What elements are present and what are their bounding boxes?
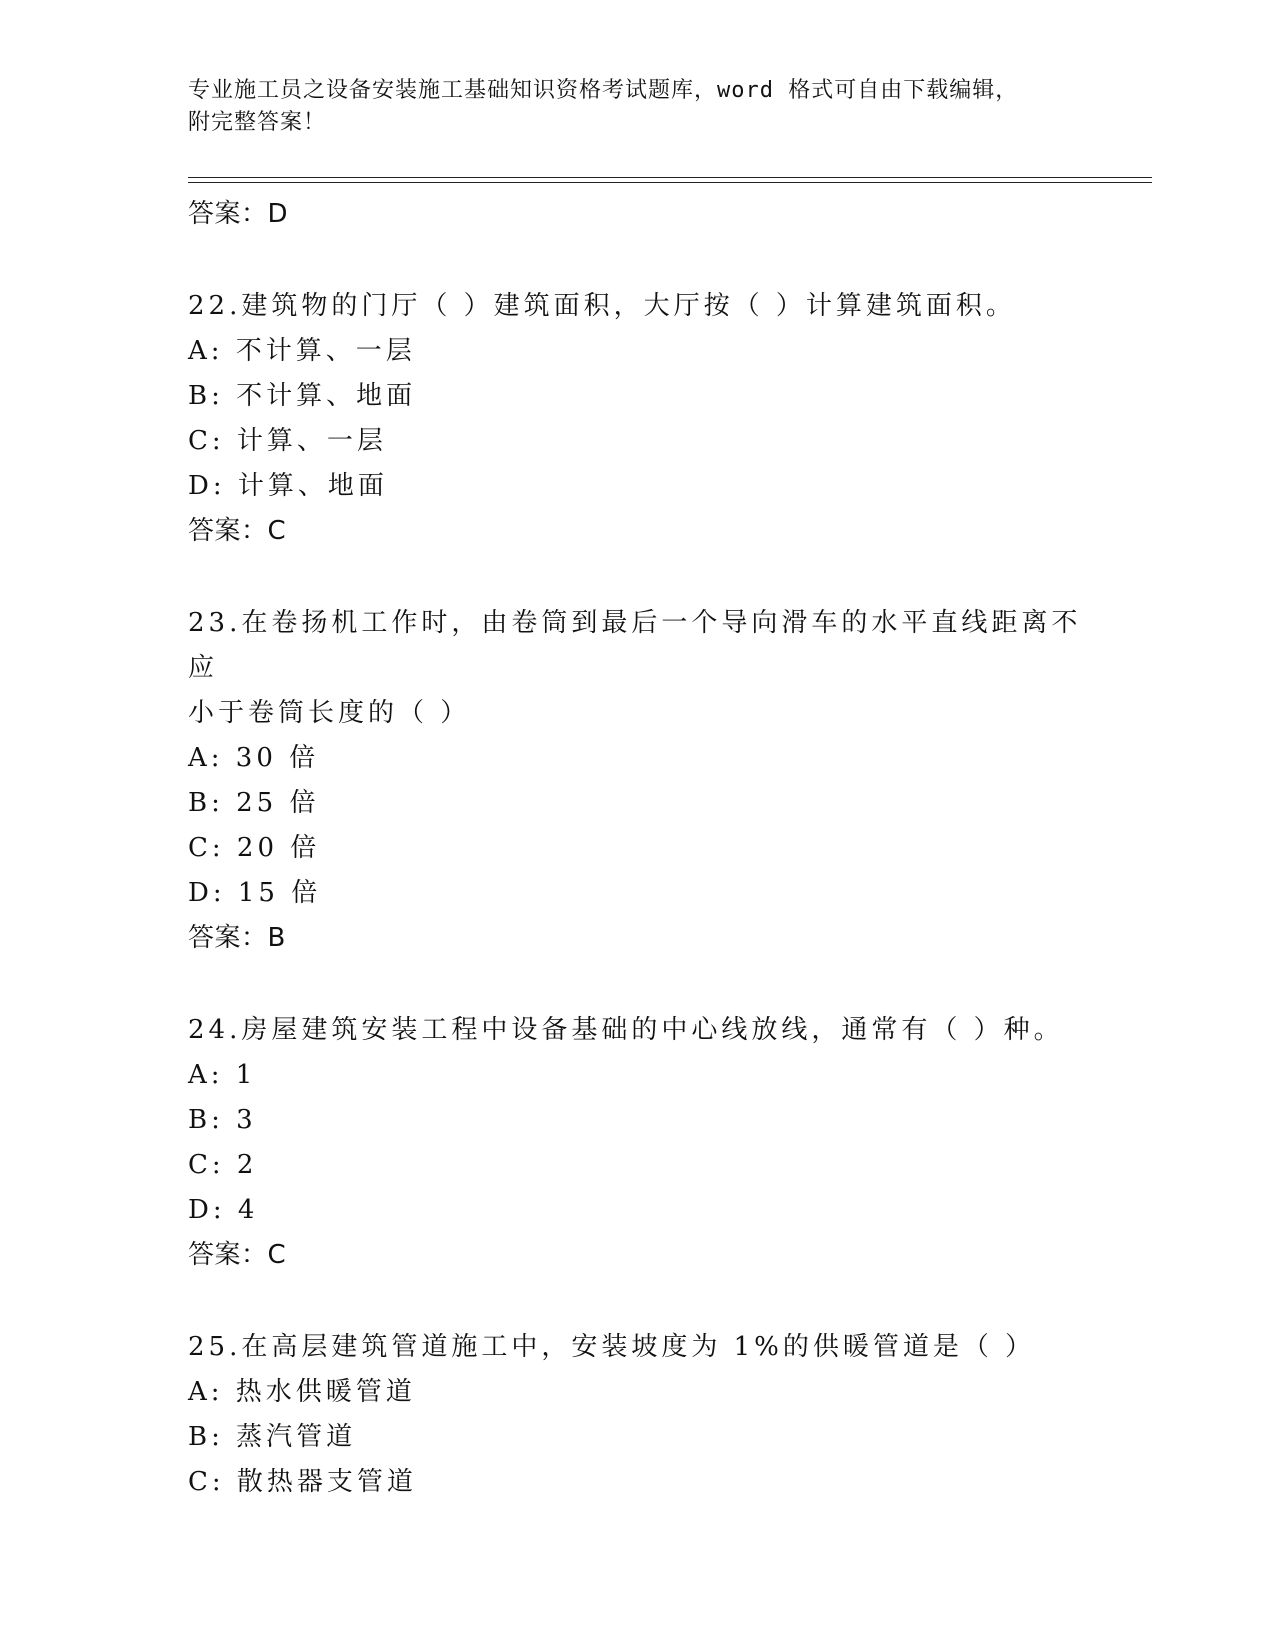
question-22 [188, 284, 1088, 553]
option-a: A: 30 倍 [188, 743, 320, 773]
answer-prev: 答案：D [188, 199, 289, 229]
question-text-line-1: 23.在卷扬机工作时，由卷筒到最后一个导向滑车的水平直线距离不应 [188, 608, 1082, 683]
option-b: B: 25 倍 [188, 788, 320, 818]
question-text: 22.建筑物的门厅（ ）建筑面积，大厅按（ ）计算建筑面积。 [188, 291, 1016, 321]
header-line-1: 专业施工员之设备安装施工基础知识资格考试题库，word 格式可自由下载编辑， [188, 78, 1019, 103]
document-header [188, 75, 1088, 139]
option-c: C: 计算、一层 [188, 426, 387, 456]
answer: 答案：B [188, 923, 286, 953]
answer: 答案：C [188, 1240, 287, 1270]
option-a: A: 热水供暖管道 [188, 1377, 416, 1407]
option-d: D: 4 [188, 1195, 259, 1225]
question-text: 24.房屋建筑安装工程中设备基础的中心线放线，通常有（ ）种。 [188, 1015, 1064, 1045]
question-25 [188, 1325, 1088, 1505]
option-b: B: 蒸汽管道 [188, 1422, 357, 1452]
question-24 [188, 1008, 1088, 1277]
option-d: D: 15 倍 [188, 878, 322, 908]
option-a: A: 不计算、一层 [188, 336, 416, 366]
option-c: C: 20 倍 [188, 833, 321, 863]
question-list [188, 192, 1088, 1505]
question-text-line-2: 小于卷筒长度的（ ） [188, 698, 471, 728]
option-b: B: 不计算、地面 [188, 381, 417, 411]
question-text: 25.在高层建筑管道施工中，安装坡度为 1%的供暖管道是（ ） [188, 1332, 1036, 1362]
option-d: D: 计算、地面 [188, 471, 388, 501]
option-c: C: 散热器支管道 [188, 1467, 417, 1497]
header-rule-top [188, 177, 1152, 178]
option-a: A: 1 [188, 1060, 257, 1090]
question-23 [188, 601, 1088, 960]
answer: 答案：C [188, 516, 287, 546]
option-b: B: 3 [188, 1105, 257, 1135]
header-rule-bottom [188, 182, 1152, 183]
header-line-2: 附完整答案！ [188, 110, 327, 135]
option-c: C: 2 [188, 1150, 258, 1180]
